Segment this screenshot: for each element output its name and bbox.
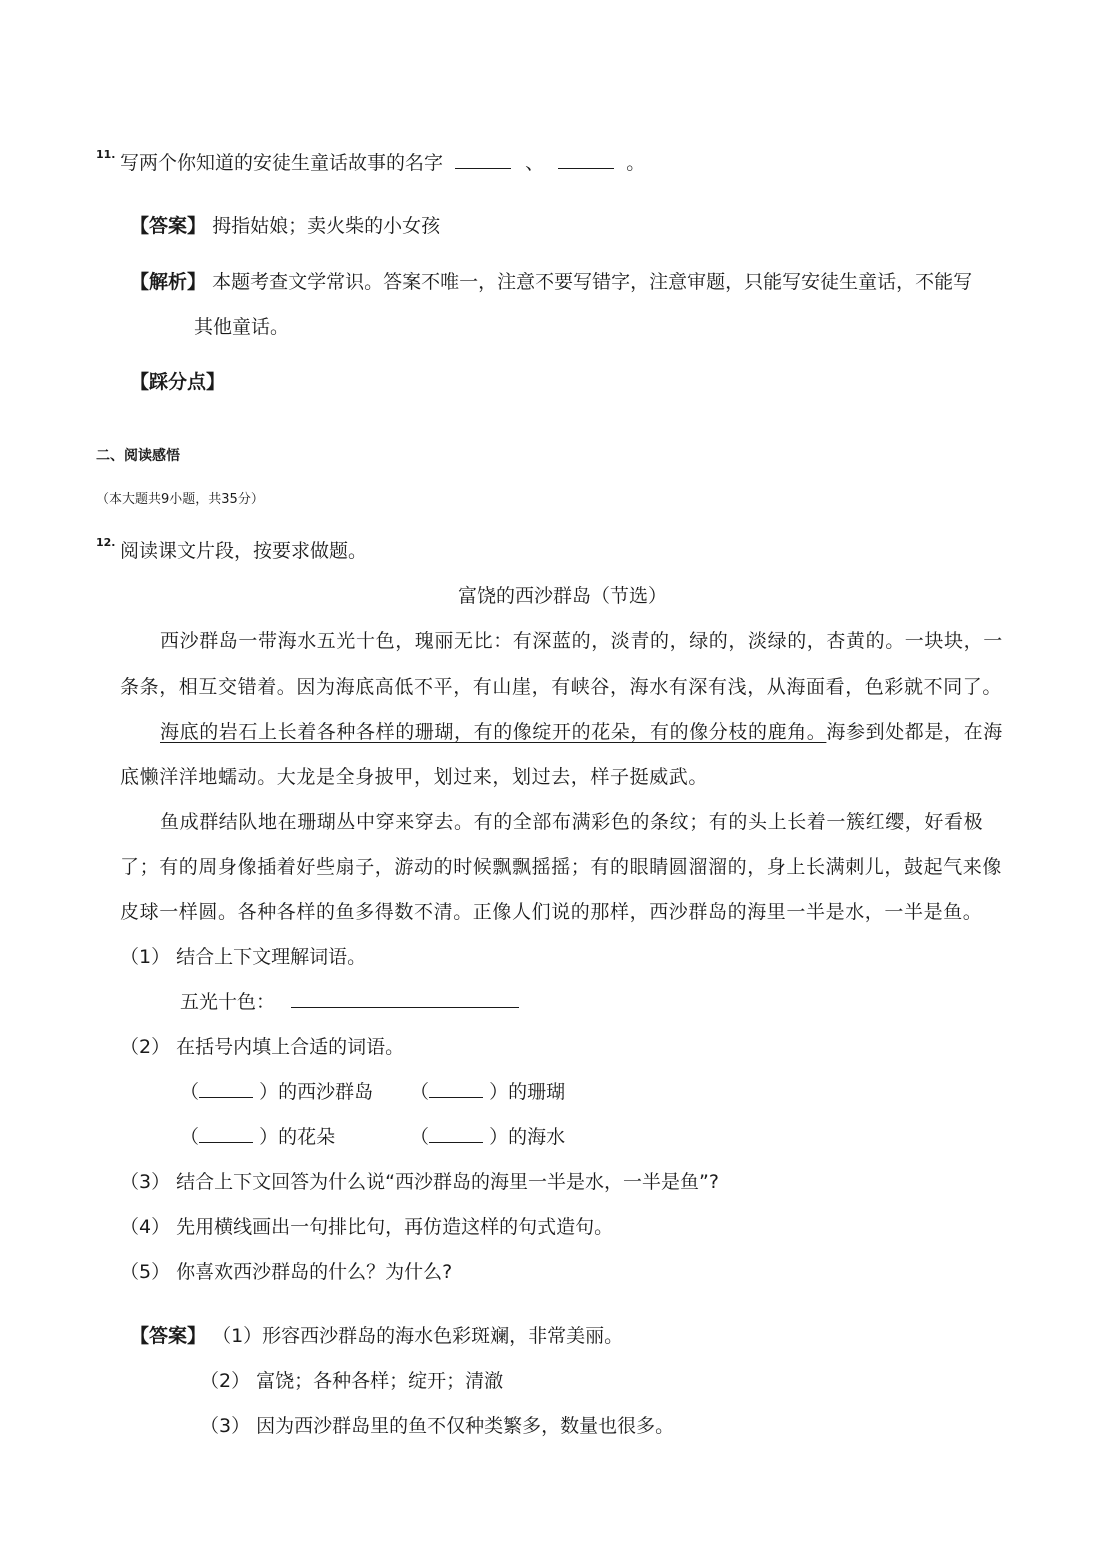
passage-line: 皮球一样圆。各种各样的鱼多得数不清。正像人们说的那样，西沙群岛的海里一半是水，一半是鱼。 xyxy=(120,901,983,923)
passage-line: 西沙群岛一带海水五光十色，瑰丽无比：有深蓝的，淡青的，绿的，淡绿的，杏黄的。一块块，一 xyxy=(160,630,1003,652)
sub-question-text: 在括号内填上合适的词语。 xyxy=(176,1036,405,1058)
sub-question-text: 你喜欢西沙群岛的什么？为什么? xyxy=(176,1261,453,1283)
passage-title: 富饶的西沙群岛（节选） xyxy=(458,585,668,607)
fill-blank[interactable] xyxy=(429,1079,483,1098)
paren-open: （ xyxy=(180,1126,200,1148)
analysis-label: 【解析】 xyxy=(130,271,207,293)
answer-row xyxy=(200,1411,674,1438)
sub-question-text: 先用横线画出一句排比句，再仿造这样的句式造句。 xyxy=(176,1216,614,1238)
sub-question-1 xyxy=(120,942,366,969)
analysis-row xyxy=(130,267,972,294)
paren-open: （ xyxy=(410,1081,430,1103)
answer-text: 因为西沙群岛里的鱼不仅种类繁多，数量也很多。 xyxy=(256,1415,675,1437)
answer-row xyxy=(130,1321,623,1348)
end-punctuation: 。 xyxy=(626,152,646,174)
passage-line: 条条，相互交错着。因为海底高低不平，有山崖，有峡谷，海水有深有浅，从海面看，色彩就不同了。 xyxy=(120,676,1003,698)
answer-text: 富饶；各种各样；绽开；清澈 xyxy=(256,1370,504,1392)
answer-blank[interactable] xyxy=(558,150,614,169)
analysis-text: 本题考查文学常识。答案不唯一，注意不要写错字，注意审题，只能写安徒生童话，不能写 xyxy=(212,271,973,293)
sub-question-number: （3） xyxy=(120,1171,171,1193)
fill-text: ）的海水 xyxy=(489,1126,566,1148)
fill-blank[interactable] xyxy=(199,1124,253,1143)
word-label: 五光十色： xyxy=(180,991,276,1013)
sub-question-text: 结合上下文理解词语。 xyxy=(176,946,367,968)
passage-line xyxy=(160,717,1003,744)
section-title: 二、阅读感悟 xyxy=(96,448,180,464)
fill-item xyxy=(410,1077,565,1104)
sub-question-number: （2） xyxy=(120,1036,171,1058)
underlined-sentence: 海底的岩石上长着各种各样的珊瑚，有的像绽开的花朵，有的像分枝的鹿角。 xyxy=(160,721,827,743)
fill-text: ）的西沙群岛 xyxy=(259,1081,374,1103)
sub-question-text: 结合上下文回答为什么说“西沙群岛的海里一半是水，一半是鱼”? xyxy=(176,1171,719,1193)
fill-item xyxy=(180,1077,373,1104)
passage-line: 底懒洋洋地蠕动。大龙是全身披甲，划过来，划过去，样子挺威武。 xyxy=(120,766,709,788)
passage-line: 了；有的周身像插着好些扇子，游动的时候飘飘摇摇；有的眼睛圆溜溜的，身上长满刺儿，鼓起气来像 xyxy=(120,856,1003,878)
answer-row xyxy=(130,211,440,238)
sub-question-number: （5） xyxy=(120,1261,171,1283)
answer-row xyxy=(200,1366,503,1393)
passage-line: 鱼成群结队地在珊瑚丛中穿来穿去。有的全部布满彩色的条纹；有的头上长着一簇红缨，好看极 xyxy=(160,811,984,833)
sub-question-number: （4） xyxy=(120,1216,171,1238)
answer-number: （3） xyxy=(200,1415,251,1437)
fill-item xyxy=(180,1122,335,1149)
question-number: 12. xyxy=(96,536,116,549)
question-11-text xyxy=(120,148,645,175)
fill-blank[interactable] xyxy=(199,1079,253,1098)
sub-question-2 xyxy=(120,1032,404,1059)
sub-question-5 xyxy=(120,1257,452,1284)
analysis-text-continued: 其他童话。 xyxy=(194,316,290,338)
sub-question-3 xyxy=(120,1167,719,1194)
sub-question-number: （1） xyxy=(120,946,171,968)
answer-label: 【答案】 xyxy=(130,215,207,237)
paren-open: （ xyxy=(180,1081,200,1103)
paren-open: （ xyxy=(410,1126,430,1148)
question-number: 11. xyxy=(96,148,116,161)
passage-text: 海参到处都是，在海 xyxy=(826,721,1003,743)
answer-text: （1）形容西沙群岛的海水色彩斑斓，非常美丽。 xyxy=(212,1325,624,1347)
word-definition-row xyxy=(180,987,519,1014)
section-note: （本大题共9小题，共35分） xyxy=(96,492,264,507)
answer-number: （2） xyxy=(200,1370,251,1392)
question-11-prompt: 写两个你知道的安徒生童话故事的名字 xyxy=(120,152,444,174)
answer-label: 【答案】 xyxy=(130,1325,207,1347)
fill-blank[interactable] xyxy=(429,1124,483,1143)
fill-text: ）的珊瑚 xyxy=(489,1081,566,1103)
question-12-prompt: 阅读课文片段，按要求做题。 xyxy=(120,540,368,562)
sub-question-4 xyxy=(120,1212,613,1239)
definition-blank[interactable] xyxy=(291,989,519,1008)
answer-text: 拇指姑娘；卖火柴的小女孩 xyxy=(212,215,441,237)
fill-item xyxy=(410,1122,565,1149)
separator: 、 xyxy=(525,152,545,174)
scoring-points-label: 【踩分点】 xyxy=(130,371,226,393)
fill-text: ）的花朵 xyxy=(259,1126,336,1148)
answer-blank[interactable] xyxy=(455,150,511,169)
